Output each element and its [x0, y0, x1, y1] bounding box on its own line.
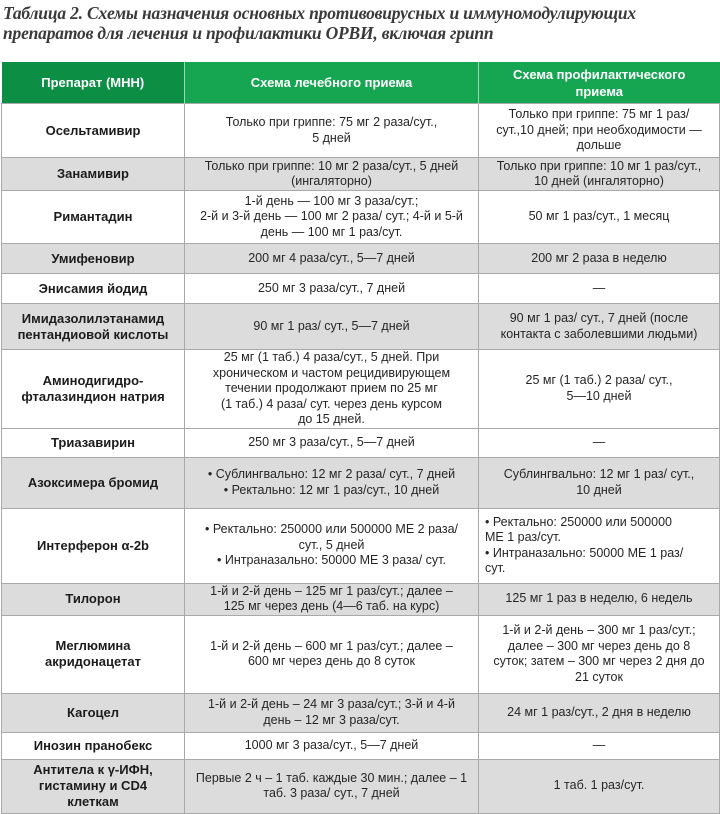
treatment-scheme-cell	[185, 615, 479, 693]
cell-text-line: • Ректально: 12 мг 1 раз/сут., 10 дней	[223, 482, 440, 497]
prophylaxis-scheme-cell	[479, 428, 720, 457]
treatment-scheme-cell	[185, 104, 479, 158]
cell-text-line: Тилорон	[65, 591, 121, 606]
cell-text-line: 1-й и 2-й день – 24 мг 3 раза/сут.; 3-й и 4-й	[208, 697, 455, 711]
cell-text-line: 90 мг 1 раз/ сут., 7 дней (после	[509, 311, 689, 325]
prophylaxis-scheme-cell	[479, 274, 720, 304]
cell-text-line: день — 100 мг 1 раз/сут.	[260, 224, 403, 239]
cell-text-line: сут.,10 дней; при необходимости —	[496, 122, 702, 137]
cell-text-line: Аминодигидро-	[42, 372, 144, 388]
cell-text-line: хроническом и частом рецидивирующем	[212, 365, 451, 380]
treatment-scheme-cell	[185, 191, 479, 244]
cell-text-line: Умифеновир	[51, 250, 135, 266]
cell-text-line: 1-й и 2-й день – 600 мг 1 раз/сут.; далее –	[210, 638, 453, 653]
cell-text-line: • Ректально: 250000 или 500000 МЕ 2 раза/	[204, 522, 458, 537]
drug-name-cell	[2, 759, 185, 813]
drug-name-cell	[2, 350, 185, 429]
header-drug: Препарат (МНН)	[2, 62, 185, 104]
table-header-row	[2, 62, 720, 104]
cell-text-line: 25 мг (1 таб.) 2 раза/ сут.,	[525, 373, 673, 388]
cell-text-line: фталазиндион натрия	[21, 388, 165, 404]
table-row	[2, 104, 720, 158]
table-row	[2, 615, 720, 693]
cell-text-line: Триазавирин	[50, 434, 136, 450]
table-row	[2, 693, 720, 732]
cell-text-line: сут., 5 дней	[298, 537, 365, 552]
cell-text-line: Только при гриппе: 10 мг 1 раз/сут.,	[496, 158, 702, 173]
drug-name-cell	[2, 304, 185, 350]
treatment-scheme-cell	[185, 350, 479, 429]
cell-text-line: клеткам	[67, 794, 119, 809]
cell-text-line: Только при гриппе: 75 мг 1 раз/	[508, 107, 690, 122]
cell-text-line: МЕ 1 раз/сут.	[485, 530, 561, 544]
cell-text-line: до 15 дней.	[298, 412, 365, 426]
cell-text-line: 125 мг 1 раз в неделю, 6 недель	[505, 591, 693, 606]
drug-name-cell	[2, 104, 185, 158]
header-prophylaxis: Схема профилактического приема	[479, 62, 720, 104]
cell-text-line: —	[592, 280, 606, 295]
table-row	[2, 158, 720, 191]
cell-text-line: суток; затем – 300 мг через 2 дня до	[493, 654, 705, 668]
cell-text-line: Только при гриппе: 10 мг 2 раза/сут., 5 дней	[204, 158, 459, 173]
drug-regimen-table	[1, 62, 720, 814]
cell-text-line: Инозин пранобекс	[33, 737, 153, 753]
caption-line-2: препаратов для лечения и профилактики ОРВИ, включая грипп	[3, 23, 494, 43]
treatment-scheme-cell	[185, 693, 479, 732]
table-row	[2, 428, 720, 457]
drug-name-cell	[2, 191, 185, 244]
cell-text-line: 600 мг через день до 8 суток	[247, 654, 416, 668]
cell-text-line: течении продолжают прием по 25 мг	[225, 381, 438, 395]
treatment-scheme-cell	[185, 428, 479, 457]
drug-name-cell	[2, 274, 185, 304]
cell-text-line: 1-й день — 100 мг 3 раза/сут.;	[244, 193, 419, 208]
prophylaxis-scheme-cell	[479, 350, 720, 429]
cell-text-line: гистамину и CD4	[38, 778, 148, 793]
cell-text-line: Римантадин	[53, 209, 133, 224]
table-body	[2, 104, 720, 814]
cell-text-line: 21 суток	[575, 669, 623, 684]
cell-text-line: (1 таб.) 4 раза/ сут. через день курсом	[220, 396, 443, 411]
cell-text-line: таб. 3 раза/ сут., 7 дней	[263, 786, 400, 800]
treatment-scheme-cell	[185, 508, 479, 583]
cell-text-line: пентандиовой кислоты	[17, 326, 169, 342]
cell-text-line: 2-й и 3-й день — 100 мг 2 раза/ сут.; 4-й и 5-й	[200, 209, 463, 224]
drug-name-cell	[2, 158, 185, 191]
cell-text-line: день – 12 мг 3 раза/сут.	[263, 712, 400, 727]
cell-text-line: Только при гриппе: 75 мг 2 раза/сут.,	[225, 115, 438, 129]
table-caption	[3, 3, 717, 43]
cell-text-line: —	[592, 434, 606, 449]
drug-name-cell	[2, 457, 185, 508]
cell-text-line: контакта с заболевшими людьми)	[500, 326, 698, 341]
cell-text-line: 1 таб. 1 раз/сут.	[553, 778, 645, 793]
treatment-scheme-cell	[185, 244, 479, 274]
cell-text-line: Занамивир	[57, 166, 129, 181]
table-row	[2, 191, 720, 244]
cell-text-line: Сублингвально: 12 мг 1 раз/ сут.,	[503, 467, 695, 481]
cell-text-line: далее – 300 мг через день до 8	[507, 638, 691, 653]
drug-name-cell	[2, 244, 185, 274]
prophylaxis-scheme-cell	[479, 615, 720, 693]
cell-text-line: 25 мг (1 таб.) 4 раза/сут., 5 дней. При	[223, 350, 440, 364]
cell-text-line: —	[592, 737, 606, 752]
cell-text-line: • Интраназально: 50000 МЕ 3 раза/ сут.	[217, 553, 446, 568]
cell-text-line: Имидазолилэтанамид	[21, 310, 165, 326]
cell-text-line: Антитела к γ-ИФН,	[33, 762, 153, 777]
cell-text-line: 200 мг 4 раза/сут., 5—7 дней	[248, 250, 415, 265]
cell-text-line: 5—10 дней	[566, 388, 632, 403]
table-row	[2, 759, 720, 813]
prophylaxis-scheme-cell	[479, 693, 720, 732]
cell-text-line: Интерферон α-2b	[36, 537, 149, 553]
cell-text-line: • Интраназально: 50000 МЕ 1 раз/	[485, 545, 684, 560]
cell-text-line: дольше	[576, 138, 622, 153]
treatment-scheme-cell	[185, 304, 479, 350]
cell-text-line: 10 дней (ингаляторно)	[534, 174, 664, 188]
prophylaxis-scheme-cell	[479, 191, 720, 244]
prophylaxis-scheme-cell	[479, 583, 720, 615]
table-row	[2, 244, 720, 274]
cell-text-line: 250 мг 3 раза/сут., 7 дней	[257, 280, 406, 295]
prophylaxis-scheme-cell	[479, 304, 720, 350]
caption-line-1: Таблица 2. Схемы назначения основных противовирусных и иммуномодулирующих	[3, 3, 636, 23]
prophylaxis-scheme-cell	[479, 158, 720, 191]
treatment-scheme-cell	[185, 274, 479, 304]
table-row	[2, 457, 720, 508]
cell-text-line: • Сублингвально: 12 мг 2 раза/ сут., 7 дней	[207, 467, 456, 481]
table-row	[2, 350, 720, 429]
cell-text-line: Первые 2 ч – 1 таб. каждые 30 мин.; далее – 1	[195, 770, 468, 785]
cell-text-line: 90 мг 1 раз/ сут., 5—7 дней	[253, 318, 410, 333]
cell-text-line: сут.	[485, 561, 506, 575]
drug-name-cell	[2, 508, 185, 583]
cell-text-line: 1000 мг 3 раза/сут., 5—7 дней	[244, 737, 419, 752]
table-row	[2, 732, 720, 759]
cell-text-line: 5 дней	[312, 130, 351, 145]
prophylaxis-scheme-cell	[479, 457, 720, 508]
cell-text-line: 10 дней	[576, 482, 622, 497]
cell-text-line: Энисамия йодид	[38, 280, 148, 296]
cell-text-line: 250 мг 3 раза/сут., 5—7 дней	[248, 434, 415, 449]
cell-text-line: 200 мг 2 раза в неделю	[531, 250, 667, 265]
header-treatment: Схема лечебного приема	[185, 62, 479, 104]
table-row	[2, 274, 720, 304]
prophylaxis-scheme-cell	[479, 104, 720, 158]
treatment-scheme-cell	[185, 759, 479, 813]
cell-text-line: 1-й и 2-й день – 125 мг 1 раз/сут.; далее –	[210, 583, 453, 598]
cell-text-line: Кагоцел	[67, 704, 119, 720]
drug-name-cell	[2, 693, 185, 732]
table-row	[2, 304, 720, 350]
cell-text-line: 125 мг через день (4—6 таб. на курс)	[223, 599, 440, 613]
treatment-scheme-cell	[185, 583, 479, 615]
cell-text-line: • Ректально: 250000 или 500000	[485, 514, 672, 529]
prophylaxis-scheme-cell	[479, 508, 720, 583]
cell-text-line: 1-й и 2-й день – 300 мг 1 раз/сут.;	[502, 623, 696, 637]
prophylaxis-scheme-cell	[479, 732, 720, 759]
treatment-scheme-cell	[185, 158, 479, 191]
treatment-scheme-cell	[185, 457, 479, 508]
cell-text-line: Азоксимера бромид	[27, 474, 159, 490]
drug-name-cell	[2, 428, 185, 457]
drug-name-cell	[2, 615, 185, 693]
cell-text-line: 50 мг 1 раз/сут., 1 месяц	[528, 209, 670, 224]
cell-text-line: Осельтамивир	[45, 122, 141, 138]
cell-text-line: (ингаляторно)	[291, 174, 372, 188]
prophylaxis-scheme-cell	[479, 759, 720, 813]
drug-name-cell	[2, 732, 185, 759]
table-row	[2, 583, 720, 615]
cell-text-line: акридонацетат	[45, 654, 141, 669]
prophylaxis-scheme-cell	[479, 244, 720, 274]
table-row	[2, 508, 720, 583]
drug-name-cell	[2, 583, 185, 615]
treatment-scheme-cell	[185, 732, 479, 759]
cell-text-line: Меглюмина	[55, 638, 131, 653]
cell-text-line: 24 мг 1 раз/сут., 2 дня в неделю	[507, 704, 691, 719]
